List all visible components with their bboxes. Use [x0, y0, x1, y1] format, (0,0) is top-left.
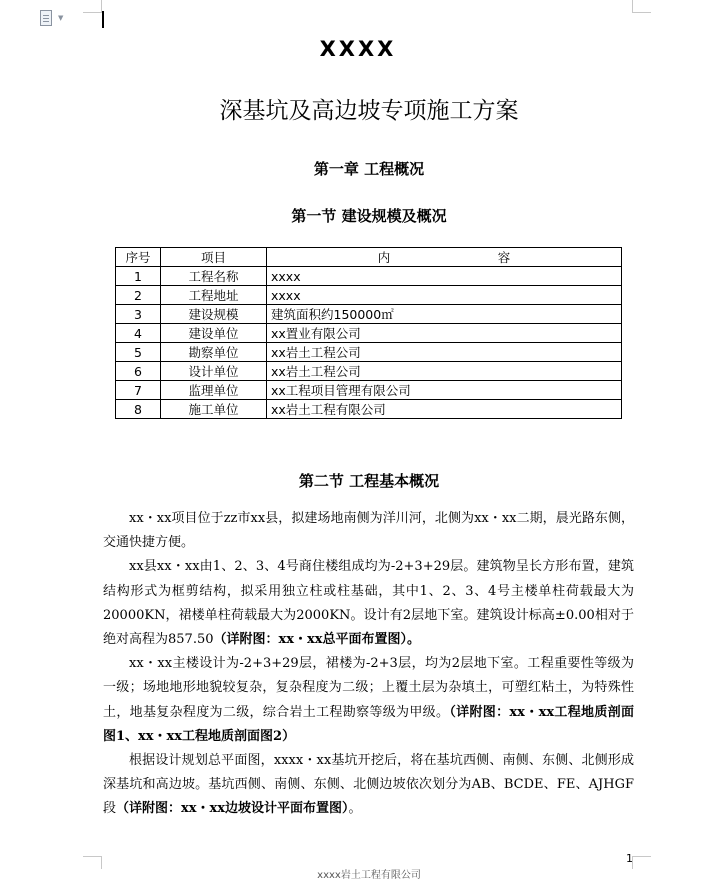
- footer-company: xxxx岩土工程有限公司: [317, 870, 421, 881]
- table-row: 6 设计单位 xx岩土工程公司: [116, 362, 622, 381]
- table-row: 1 工程名称 xxxx: [116, 267, 622, 286]
- document-title: 深基坑及高边坡专项施工方案: [219, 98, 519, 124]
- table-row: 4 建设单位 xx置业有限公司: [116, 324, 622, 343]
- table-row: 2 工程地址 xxxx: [116, 286, 622, 305]
- table-row: 5 勘察单位 xx岩土工程公司: [116, 343, 622, 362]
- figure-reference: （详附图：xx・xx边坡设计平面布置图）: [116, 801, 349, 817]
- table-header-row: [116, 248, 622, 267]
- text-cursor: [102, 11, 104, 28]
- margin-corner-mark: [83, 0, 102, 13]
- paragraph: xx・xx项目位于zz市xx县，拟建场地南侧为洋川河，北侧为xx・xx二期，晨光路东侧，交通快捷方便。: [103, 511, 634, 551]
- page-number: 1: [626, 852, 633, 865]
- table-row: 3 建设规模 建筑面积约150000㎡: [116, 305, 622, 324]
- header-content: 内 容: [267, 248, 622, 267]
- paragraph: xx县xx・xx由1、2、3、4号商住楼组成均为-2+3+29层。建筑物呈长方形布置，建筑结构形式为框剪结构，拟采用独立柱或柱基础，其中1、2、3、4号主楼单柱荷载最大为20000KN，裙楼单柱荷载最大为2000KN。设计有2层地下室。建筑设计标高±0.00相对于绝对高程为857.50（详附图：xx・xx总平面布置图）。: [103, 559, 634, 648]
- paragraph: 根据设计规划总平面图，xxxx・xx基坑开挖后，将在基坑西侧、南侧、东侧、北侧形成深基坑和高边坡。基坑西侧、南侧、东侧、北侧边坡依次划分为AB、BCDE、FE、AJHGF段（详附图：xx・xx边坡设计平面布置图）。: [103, 753, 634, 817]
- chevron-down-icon[interactable]: ▼: [58, 14, 64, 22]
- document-icon[interactable]: [40, 10, 52, 26]
- section-body: [103, 507, 634, 822]
- paragraph: xx・xx主楼设计为-2+3+29层，裙楼为-2+3层，均为2层地下室。工程重要性等级为一级；场地地形地貌较复杂，复杂程度为二级；上覆土层为杂填土，可塑红粘土，为特殊性土，地基复杂程度为二级，综合岩土工程勘察等级为甲级。（详附图：xx・xx工程地质剖面图1、xx・xx工程地质剖面图2）: [103, 656, 634, 744]
- project-overview-table: [115, 247, 622, 419]
- table-row: 7 监理单位 xx工程项目管理有限公司: [116, 381, 622, 400]
- figure-reference: （详附图：xx・xx工程地质剖面图1、xx・xx工程地质剖面图2）: [103, 704, 634, 744]
- section-heading: 第一节 建设规模及概况: [291, 207, 447, 225]
- table-row: 8 施工单位 xx岩土工程有限公司: [116, 400, 622, 419]
- company-title: XXXX: [319, 37, 397, 61]
- margin-corner-mark: [632, 0, 651, 13]
- header-item: 项目: [161, 248, 267, 267]
- chapter-heading: 第一章 工程概况: [313, 160, 425, 178]
- figure-reference: （详附图：xx・xx总平面布置图）。: [213, 632, 421, 648]
- header-index: 序号: [116, 248, 161, 267]
- section-heading: 第二节 工程基本概况: [298, 472, 440, 490]
